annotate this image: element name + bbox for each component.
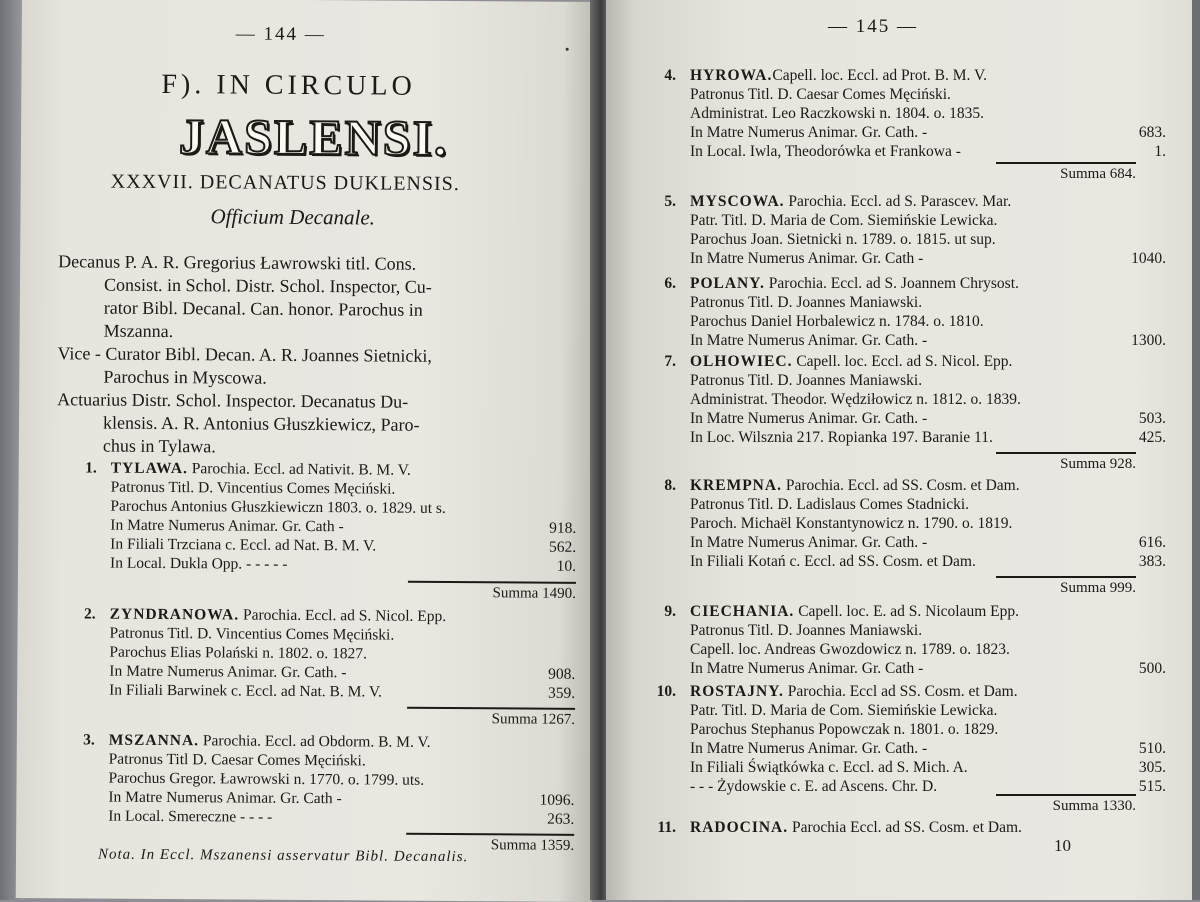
parish-line-text: Parochus Gregor. Ławrowski n. 1770. o. 1799. uts.: [108, 769, 568, 791]
parish-heading: [636, 476, 1166, 495]
parish-number: 1.: [57, 458, 111, 477]
parish-line: [636, 428, 1166, 447]
officer-line-cont: Parochus in Myscowa.: [57, 365, 577, 392]
parish-heading-text: [111, 459, 411, 480]
summa-total: Summa 1267.: [407, 707, 575, 729]
parish-entry: [636, 66, 1166, 161]
parish-line: [636, 758, 1166, 777]
parish-line-text: - - - Żydowskie c. E. ad Ascens. Chr. D.: [690, 777, 1133, 796]
parish-line-value: 683.: [1139, 123, 1166, 142]
parish-name: ROSTAJNY.: [690, 683, 784, 700]
parish-name: MSZANNA.: [109, 732, 199, 750]
page-number: — 144 —: [236, 23, 326, 46]
nota-line: Nota. In Eccl. Mszanensi asservatur Bibl. Decanalis.: [98, 847, 468, 867]
parish-number: 8.: [636, 476, 690, 495]
parish-heading-text: [690, 66, 987, 85]
parish-entry: [636, 274, 1166, 350]
parish-line: [636, 85, 1166, 104]
parish-heading: [636, 602, 1166, 621]
parish-heading: [636, 66, 1166, 85]
parish-entry: [55, 604, 576, 703]
parish-number: 4.: [636, 66, 690, 85]
parish-line-text: In Matre Numerus Animar. Gr. Cath. -: [690, 533, 1133, 552]
parish-line-text: Administrat. Theodor. Wędziłowicz n. 1812. o. 1839.: [690, 390, 1160, 409]
parish-line: [636, 142, 1166, 161]
parish-entry: [636, 602, 1166, 678]
parish-entry: [636, 476, 1166, 571]
parish-heading-text: [690, 192, 1011, 211]
parish-line-value: 1.: [1154, 142, 1166, 161]
parish-line-text: Parochus Daniel Horbalewicz n. 1784. o. 1810.: [690, 312, 1160, 331]
parish-line: [636, 621, 1166, 640]
parish-line-text: In Filiali Barwinek c. Eccl. ad Nat. B. M. V.: [109, 681, 542, 703]
summa-total: Summa 1330.: [996, 794, 1136, 815]
officer-line: Actuarius Distr. Schol. Inspector. Decanatus Du-: [57, 388, 577, 415]
parish-line: [636, 211, 1166, 230]
parish-heading-text: [690, 818, 1022, 837]
parish-line-text: In Matre Numerus Animar. Gr. Cath -: [690, 249, 1125, 268]
parish-description: Parochia. Eccl. ad Obdorm. B. M. V.: [199, 732, 431, 751]
parish-line: [636, 739, 1166, 758]
parish-name: TYLAWA.: [111, 460, 188, 478]
parish-line-value: 1300.: [1131, 331, 1166, 350]
parish-line: [636, 720, 1166, 739]
parish-line-text: Patronus Titl. D. Joannes Maniawski.: [690, 621, 1160, 640]
parish-number: 5.: [636, 192, 690, 211]
parish-number: 6.: [636, 274, 690, 293]
summa-total: Summa 684.: [996, 162, 1136, 183]
parish-entry: [636, 352, 1166, 447]
parish-line: [636, 701, 1166, 720]
parish-heading: [636, 274, 1166, 293]
parish-line-text: In Filiali Trzciana c. Eccl. ad Nat. B. M. V.: [110, 535, 543, 557]
parish-line-value: 359.: [548, 684, 575, 703]
parish-line-text: In Filiali Kotań c. Eccl. ad SS. Cosm. et Dam.: [690, 552, 1133, 571]
parish-line: [636, 390, 1166, 409]
parish-line-text: Patronus Titl. D. Joannes Maniawski.: [690, 371, 1160, 390]
book-edge-right: [1192, 0, 1200, 900]
parish-description: Capell. loc. Eccl. ad Prot. B. M. V.: [772, 67, 987, 84]
right-page: [606, 0, 1194, 900]
page-number: — 145 —: [828, 16, 918, 38]
officer-line-cont: rator Bibl. Decanal. Can. honor. Parochus in: [58, 296, 578, 323]
officer-line-cont: Consist. in Schol. Distr. Schol. Inspector, Cu-: [58, 273, 578, 300]
parish-line-text: In Matre Numerus Animar. Gr. Cath -: [108, 788, 533, 810]
officer-line-cont: Mszanna.: [58, 319, 578, 346]
parish-line-text: Patronus Titl. D. Vincentius Comes Męciński.: [110, 624, 570, 646]
parish-heading-text: [110, 605, 447, 626]
parish-entry: [636, 818, 1166, 837]
parish-line-text: Parochus Joan. Sietnicki n. 1789. o. 1815. ut sup.: [690, 230, 1160, 249]
officers-block: [22, 0, 598, 2]
parish-line-text: Patr. Titl. D. Maria de Com. Siemińskie Lewicka.: [690, 211, 1160, 230]
parish-line-text: In Matre Numerus Animar. Gr. Cath -: [110, 516, 543, 538]
parish-line-value: 562.: [549, 538, 576, 557]
parish-heading-text: [690, 352, 1012, 371]
officer-entry: [57, 342, 577, 392]
parish-name: POLANY.: [690, 275, 765, 292]
circle-name-heading: JASLENSI.: [179, 107, 449, 167]
parish-description: Parochia. Eccl. ad S. Parascev. Mar.: [785, 193, 1012, 210]
parish-name: KREMPNA.: [690, 477, 782, 494]
parish-heading-text: [690, 476, 1020, 495]
parish-line-value: 383.: [1139, 552, 1166, 571]
parish-description: Parochia. Eccl ad SS. Cosm. et Dam.: [784, 683, 1018, 700]
parish-line-text: Patr. Titl. D. Maria de Com. Siemińskie Lewicka.: [690, 701, 1160, 720]
parish-name: HYROWA.: [690, 67, 772, 84]
parish-line-value: 263.: [547, 810, 574, 829]
parish-number: 9.: [636, 602, 690, 621]
parish-description: Parochia. Eccl. ad SS. Cosm. et Dam.: [782, 477, 1020, 494]
parish-heading: [636, 192, 1166, 211]
parish-line: [636, 495, 1166, 514]
parish-line: [636, 312, 1166, 331]
parish-line-value: 908.: [548, 665, 575, 684]
parish-line: [636, 552, 1166, 571]
parish-description: Capell. loc. Eccl. ad S. Nicol. Epp.: [792, 353, 1012, 370]
parish-description: Parochia. Eccl. ad S. Joannem Chrysost.: [765, 275, 1019, 292]
parish-line: [636, 249, 1166, 268]
parish-heading-text: [690, 602, 1019, 621]
parish-name: MYSCOWA.: [690, 193, 785, 210]
parish-line-value: 500.: [1139, 659, 1166, 678]
parish-line-value: 515.: [1139, 777, 1166, 796]
left-entries: [22, 0, 598, 2]
parish-line-text: Parochus Antonius Głuszkiewiczn 1803. o. 1829. ut s.: [110, 497, 570, 519]
parish-line-text: Parochus Stephanus Popowczak n. 1801. o. 1829.: [690, 720, 1160, 739]
parish-line-text: In Filiali Świątkówka c. Eccl. ad S. Mich. A.: [690, 758, 1133, 777]
parish-line-text: Paroch. Michaël Konstantynowicz n. 1790. o. 1819.: [690, 514, 1160, 533]
parish-line: [56, 553, 576, 576]
parish-line-value: 510.: [1139, 739, 1166, 758]
summa-total: Summa 1359.: [406, 833, 574, 855]
parish-line: [636, 533, 1166, 552]
officer-entry: [58, 250, 579, 346]
parish-line-text: In Loc. Wilsznia 217. Ropianka 197. Baranie 11.: [690, 428, 1133, 447]
parish-line-text: Patronus Titl. D. Vincentius Comes Męciński.: [111, 478, 571, 500]
parish-line: [636, 409, 1166, 428]
parish-line: [636, 230, 1166, 249]
parish-heading: [636, 682, 1166, 701]
officium-heading: Officium Decanale.: [210, 204, 375, 230]
parish-line: [636, 659, 1166, 678]
parish-number: 2.: [56, 604, 110, 623]
parish-line-text: In Matre Numerus Animar. Gr. Cath. -: [690, 739, 1133, 758]
parish-name: ZYNDRANOWA.: [110, 606, 240, 624]
parish-line-text: Patronus Titl. D. Caesar Comes Męciński.: [690, 85, 1160, 104]
parish-line-text: In Matre Numerus Animar. Gr. Cath. -: [109, 662, 542, 684]
parish-name: RADOCINA.: [690, 819, 788, 836]
parish-line-value: 10.: [557, 557, 577, 576]
parish-heading: [636, 352, 1166, 371]
parish-line: [636, 123, 1166, 142]
parish-entry: [54, 730, 575, 829]
parish-number: 3.: [55, 730, 109, 749]
officer-entry: [57, 388, 577, 461]
parish-description: Capell. loc. E. ad S. Nicolaum Epp.: [794, 603, 1019, 620]
parish-entry: [56, 458, 577, 576]
catchword: 10: [1054, 836, 1071, 856]
decanatus-heading: XXXVII. DECANATUS DUKLENSIS.: [111, 171, 460, 196]
parish-line: [636, 293, 1166, 312]
parish-name: OLHOWIEC.: [690, 353, 792, 370]
parish-line-text: In Matre Numerus Animar. Gr. Cath. -: [690, 123, 1133, 142]
summa-total: Summa 999.: [996, 576, 1136, 597]
parish-line-text: Patronus Titl. D. Joannes Maniawski.: [690, 293, 1160, 312]
parish-description: Parochia. Eccl. ad Nativit. B. M. V.: [188, 460, 411, 479]
parish-line: [636, 104, 1166, 123]
officer-line: Decanus P. A. R. Gregorius Ławrowski titl. Cons.: [58, 250, 578, 277]
officer-line-cont: klensis. A. R. Antonius Głuszkiewicz, Paro-: [57, 411, 577, 438]
parish-line: [636, 514, 1166, 533]
parish-heading-text: [690, 274, 1019, 293]
parish-description: Parochia Eccl. ad SS. Cosm. et Dam.: [788, 819, 1022, 836]
parish-line-text: In Matre Numerus Animar. Gr. Cath. -: [690, 409, 1133, 428]
parish-line: [636, 640, 1166, 659]
parish-line-text: Administrat. Leo Raczkowski n. 1804. o. 1835.: [690, 104, 1160, 123]
left-page: [16, 0, 598, 902]
parish-line-text: In Local. Smereczne - - - -: [108, 807, 541, 829]
parish-line-text: In Matre Numerus Animar. Gr. Cath -: [690, 659, 1133, 678]
officer-line: Vice - Curator Bibl. Decan. A. R. Joannes Sietnicki,: [57, 342, 577, 369]
parish-line-value: 503.: [1139, 409, 1166, 428]
parish-number: 10.: [636, 682, 690, 701]
parish-line: [636, 331, 1166, 350]
parish-description: Parochia. Eccl. ad S. Nicol. Epp.: [239, 607, 446, 625]
parish-entry: [636, 192, 1166, 268]
parish-line-text: In Local. Iwla, Theodorówka et Frankowa -: [690, 142, 1148, 161]
parish-line: [636, 371, 1166, 390]
parish-line-value: 425.: [1139, 428, 1166, 447]
summa-total: Summa 1490.: [408, 581, 576, 603]
parish-line: [55, 680, 575, 703]
parish-line-text: In Local. Dukla Opp. - - - - -: [110, 554, 551, 576]
parish-heading: [636, 818, 1166, 837]
parish-line: [54, 806, 574, 829]
parish-line-value: 305.: [1139, 758, 1166, 777]
parish-number: 11.: [636, 818, 690, 837]
parish-line-value: 1040.: [1131, 249, 1166, 268]
ink-speck: [566, 48, 569, 51]
parish-line-text: Capell. loc. Andreas Gwozdowicz n. 1789. o. 1823.: [690, 640, 1160, 659]
parish-line-text: In Matre Numerus Animar. Gr. Cath. -: [690, 331, 1125, 350]
parish-number: 7.: [636, 352, 690, 371]
parish-line-text: Parochus Elias Polański n. 1802. o. 1827.: [109, 643, 569, 665]
circle-heading: F). IN CIRCULO: [161, 69, 416, 103]
parish-line-text: Patronus Titl D. Caesar Comes Męciński.: [109, 750, 569, 772]
officer-line-cont: chus in Tylawa.: [57, 434, 577, 461]
parish-line-text: Patronus Titl. D. Ladislaus Comes Stadnicki.: [690, 495, 1160, 514]
parish-name: CIECHANIA.: [690, 603, 794, 620]
parish-heading-text: [690, 682, 1018, 701]
parish-heading-text: [109, 731, 431, 752]
parish-entry: [636, 682, 1166, 796]
parish-line-value: 616.: [1139, 533, 1166, 552]
parish-line-value: 918.: [549, 519, 576, 538]
summa-total: Summa 928.: [996, 452, 1136, 473]
parish-line-value: 1096.: [539, 791, 574, 810]
